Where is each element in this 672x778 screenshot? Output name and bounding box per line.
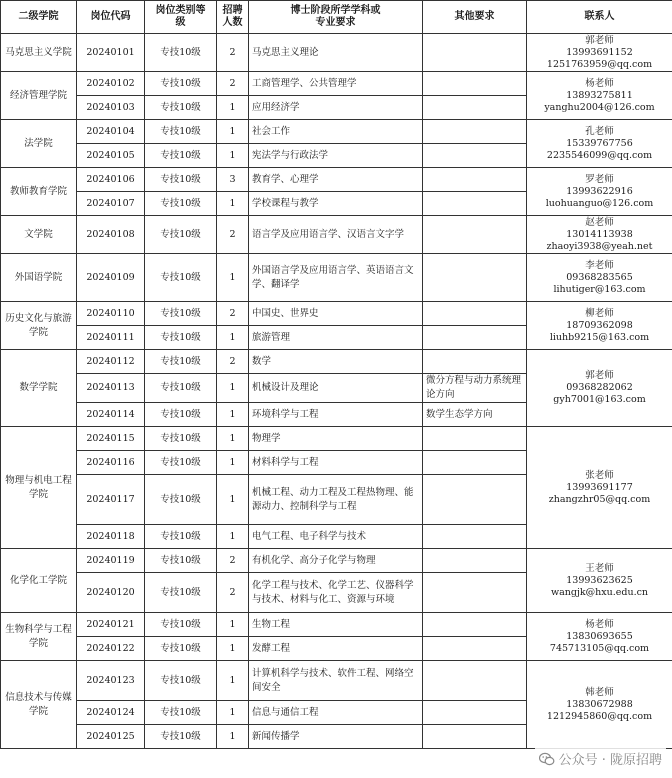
header-level: 岗位类别等 级 [145,1,217,34]
contact-email: lihutiger@163.com [553,283,646,295]
position-level-cell: 专技10级 [145,326,217,350]
contact-name: 郭老师 [585,34,614,46]
major-requirement-cell: 学校课程与教学 [249,192,423,216]
contact-phone: 13830693655 [566,630,633,642]
major-requirement-cell: 宪法学与行政法学 [249,144,423,168]
major-requirement-cell: 机械工程、动力工程及工程热物理、能源动力、控制科学与工程 [249,475,423,525]
college-cell: 数学学院 [1,350,77,427]
watermark-text: 公众号 · 陇原招聘 [558,753,662,768]
position-level-cell: 专技10级 [145,403,217,427]
recruit-count-cell: 2 [217,350,249,374]
table-row [1,72,672,96]
position-code-cell: 20240101 [77,34,145,72]
recruit-count-cell: 1 [217,192,249,216]
contact-email: 1212945860@qq.com [546,710,653,722]
contact-cell [527,613,672,661]
contact-phone: 13993691177 [566,481,633,493]
college-cell: 信息技术与传媒学院 [1,661,77,749]
recruit-count-cell: 2 [217,72,249,96]
table-body [1,34,672,749]
recruit-count-cell: 3 [217,168,249,192]
contact-cell [527,34,672,72]
table-row [1,120,672,144]
position-level-cell: 专技10级 [145,451,217,475]
position-level-cell: 专技10级 [145,374,217,403]
position-level-cell: 专技10级 [145,120,217,144]
contact-phone: 09368282062 [566,382,633,393]
position-level-cell: 专技10级 [145,96,217,120]
major-requirement-cell: 信息与通信工程 [249,701,423,725]
major-requirement-cell: 工商管理学、公共管理学 [249,72,423,96]
position-code-cell: 20240105 [77,144,145,168]
other-requirement-cell [423,216,527,254]
contact-name: 韩老师 [585,686,614,698]
other-requirement-cell [423,613,527,637]
other-requirement-cell [423,72,527,96]
contact-cell [527,168,672,216]
contact-name: 杨老师 [585,77,614,89]
recruit-count-cell: 2 [217,573,249,613]
recruit-count-cell: 1 [217,637,249,661]
contact-phone: 13993691152 [566,46,633,58]
other-requirement-cell [423,254,527,302]
contact-name: 孔老师 [585,125,614,137]
other-requirement-cell [423,637,527,661]
recruit-count-cell: 2 [217,549,249,573]
recruit-count-cell: 1 [217,661,249,701]
contact-cell [527,302,672,350]
table-row [1,613,672,637]
major-requirement-cell: 物理学 [249,427,423,451]
position-code-cell: 20240104 [77,120,145,144]
position-level-cell: 专技10级 [145,637,217,661]
major-requirement-cell: 新闻传播学 [249,725,423,749]
contact-phone: 09368283565 [566,271,633,283]
other-requirement-cell [423,192,527,216]
contact-cell [527,549,672,613]
college-cell: 法学院 [1,120,77,168]
major-requirement-cell: 旅游管理 [249,326,423,350]
contact-cell [527,661,672,749]
position-level-cell: 专技10级 [145,254,217,302]
contact-email: 2235546099@qq.com [546,149,653,161]
position-code-cell: 20240118 [77,525,145,549]
recruit-count-cell: 1 [217,254,249,302]
recruit-count-cell: 1 [217,326,249,350]
major-requirement-cell: 电气工程、电子科学与技术 [249,525,423,549]
wechat-icon [539,752,555,766]
header-major: 博士阶段所学学科或 专业要求 [249,1,423,34]
position-code-cell: 20240114 [77,403,145,427]
position-level-cell: 专技10级 [145,192,217,216]
position-code-cell: 20240119 [77,549,145,573]
other-requirement-cell: 数学生态学方向 [423,403,527,427]
college-cell: 文学院 [1,216,77,254]
position-code-cell: 20240116 [77,451,145,475]
major-requirement-cell: 社会工作 [249,120,423,144]
recruit-count-cell: 1 [217,525,249,549]
position-code-cell: 20240113 [77,374,145,403]
position-code-cell: 20240117 [77,475,145,525]
position-level-cell: 专技10级 [145,34,217,72]
position-level-cell: 专技10级 [145,525,217,549]
contact-name: 张老师 [585,469,614,481]
college-cell: 生物科学与工程学院 [1,613,77,661]
other-requirement-cell [423,573,527,613]
table-row [1,350,672,374]
other-requirement-cell [423,302,527,326]
contact-email: yanghu2004@126.com [544,101,655,113]
other-requirement-cell: 微分方程与动力系统理论方向 [423,374,527,403]
recruit-count-cell: 1 [217,120,249,144]
major-requirement-cell: 计算机科学与技术、软件工程、网络空间安全 [249,661,423,701]
contact-cell [527,72,672,120]
position-code-cell: 20240110 [77,302,145,326]
header-other: 其他要求 [423,1,527,34]
college-cell: 历史文化与旅游学院 [1,302,77,350]
contact-cell [527,216,672,254]
recruit-count-cell: 1 [217,403,249,427]
major-requirement-cell: 有机化学、高分子化学与物理 [249,549,423,573]
watermark [535,747,666,770]
major-requirement-cell: 环境科学与工程 [249,403,423,427]
position-code-cell: 20240121 [77,613,145,637]
contact-phone: 13014113938 [566,228,633,240]
college-cell: 教师教育学院 [1,168,77,216]
major-requirement-cell: 应用经济学 [249,96,423,120]
other-requirement-cell [423,451,527,475]
other-requirement-cell [423,475,527,525]
major-requirement-cell: 机械设计及理论 [249,374,423,403]
position-code-cell: 20240108 [77,216,145,254]
contact-name: 柳老师 [585,307,614,319]
position-level-cell: 专技10级 [145,427,217,451]
position-level-cell: 专技10级 [145,725,217,749]
position-code-cell: 20240122 [77,637,145,661]
contact-email: liuhb9215@163.com [549,331,650,343]
position-level-cell: 专技10级 [145,661,217,701]
contact-cell [527,427,672,549]
college-cell: 经济管理学院 [1,72,77,120]
recruit-count-cell: 1 [217,427,249,451]
recruit-count-cell: 1 [217,374,249,403]
position-level-cell: 专技10级 [145,549,217,573]
college-cell: 马克思主义学院 [1,34,77,72]
recruit-count-cell: 1 [217,701,249,725]
position-level-cell: 专技10级 [145,216,217,254]
contact-name: 郭老师 [585,370,614,381]
other-requirement-cell [423,725,527,749]
other-requirement-cell [423,427,527,451]
position-code-cell: 20240125 [77,725,145,749]
position-code-cell: 20240115 [77,427,145,451]
contact-phone: 13993623625 [566,574,633,586]
contact-cell [527,254,672,302]
position-code-cell: 20240123 [77,661,145,701]
position-code-cell: 20240102 [77,72,145,96]
header-college: 二级学院 [1,1,77,34]
contact-name: 罗老师 [585,173,614,185]
contact-phone: 18709362098 [566,319,633,331]
position-level-cell: 专技10级 [145,613,217,637]
recruit-count-cell: 1 [217,475,249,525]
contact-email: wangjk@hxu.edu.cn [550,586,649,598]
other-requirement-cell [423,549,527,573]
other-requirement-cell [423,525,527,549]
header-count: 招聘 人数 [217,1,249,34]
contact-cell [527,350,672,427]
other-requirement-cell [423,96,527,120]
recruit-count-cell: 1 [217,725,249,749]
major-requirement-cell: 发酵工程 [249,637,423,661]
table-row [1,34,672,72]
position-code-cell: 20240106 [77,168,145,192]
position-code-cell: 20240103 [77,96,145,120]
contact-phone: 13993622916 [566,185,633,197]
contact-email: zhangzhr05@qq.com [548,493,651,505]
position-code-cell: 20240107 [77,192,145,216]
other-requirement-cell [423,661,527,701]
recruit-count-cell: 1 [217,451,249,475]
position-code-cell: 20240109 [77,254,145,302]
header-row [1,1,672,34]
contact-name: 杨老师 [585,618,614,630]
table-row [1,661,672,701]
college-cell: 外国语学院 [1,254,77,302]
position-level-cell: 专技10级 [145,144,217,168]
other-requirement-cell [423,701,527,725]
position-code-cell: 20240111 [77,326,145,350]
contact-phone: 13830672988 [566,698,633,710]
major-requirement-cell: 化学工程与技术、化学工艺、仪器科学与技术、材料与化工、资源与环境 [249,573,423,613]
recruit-count-cell: 1 [217,144,249,168]
major-requirement-cell: 外国语言学及应用语言学、英语语言文学、翻译学 [249,254,423,302]
position-level-cell: 专技10级 [145,350,217,374]
major-requirement-cell: 马克思主义理论 [249,34,423,72]
header-contact: 联系人 [527,1,672,34]
college-cell: 物理与机电工程学院 [1,427,77,549]
major-requirement-cell: 生物工程 [249,613,423,637]
contact-email: zhaoyi3938@yeah.net [546,240,653,252]
contact-email: 1251763959@qq.com [546,58,653,70]
position-code-cell: 20240112 [77,350,145,374]
position-level-cell: 专技10级 [145,302,217,326]
table-row [1,216,672,254]
position-code-cell: 20240124 [77,701,145,725]
position-level-cell: 专技10级 [145,72,217,96]
major-requirement-cell: 语言学及应用语言学、汉语言文字学 [249,216,423,254]
contact-name: 王老师 [585,562,614,574]
recruit-count-cell: 2 [217,216,249,254]
other-requirement-cell [423,34,527,72]
position-code-cell: 20240120 [77,573,145,613]
recruit-count-cell: 1 [217,96,249,120]
position-level-cell: 专技10级 [145,573,217,613]
recruit-count-cell: 2 [217,302,249,326]
contact-phone: 15339767756 [566,137,633,149]
header-code: 岗位代码 [77,1,145,34]
recruit-count-cell: 1 [217,613,249,637]
recruit-count-cell: 2 [217,34,249,72]
table-row [1,302,672,326]
major-requirement-cell: 教育学、心理学 [249,168,423,192]
contact-name: 李老师 [585,259,614,271]
other-requirement-cell [423,144,527,168]
table-row [1,427,672,451]
other-requirement-cell [423,168,527,192]
other-requirement-cell [423,326,527,350]
major-requirement-cell: 中国史、世界史 [249,302,423,326]
contact-phone: 13893275811 [566,89,633,101]
college-cell: 化学化工学院 [1,549,77,613]
other-requirement-cell [423,120,527,144]
position-level-cell: 专技10级 [145,168,217,192]
contact-email: gyh7001@163.com [553,394,646,405]
contact-name: 赵老师 [585,216,614,228]
major-requirement-cell: 数学 [249,350,423,374]
table-row [1,549,672,573]
position-level-cell: 专技10级 [145,475,217,525]
table-row [1,168,672,192]
contact-email: luohuanguo@126.com [545,197,654,209]
other-requirement-cell [423,350,527,374]
contact-email: 745713105@qq.com [549,642,650,654]
contact-cell [527,120,672,168]
table-row [1,254,672,302]
major-requirement-cell: 材料科学与工程 [249,451,423,475]
position-level-cell: 专技10级 [145,701,217,725]
